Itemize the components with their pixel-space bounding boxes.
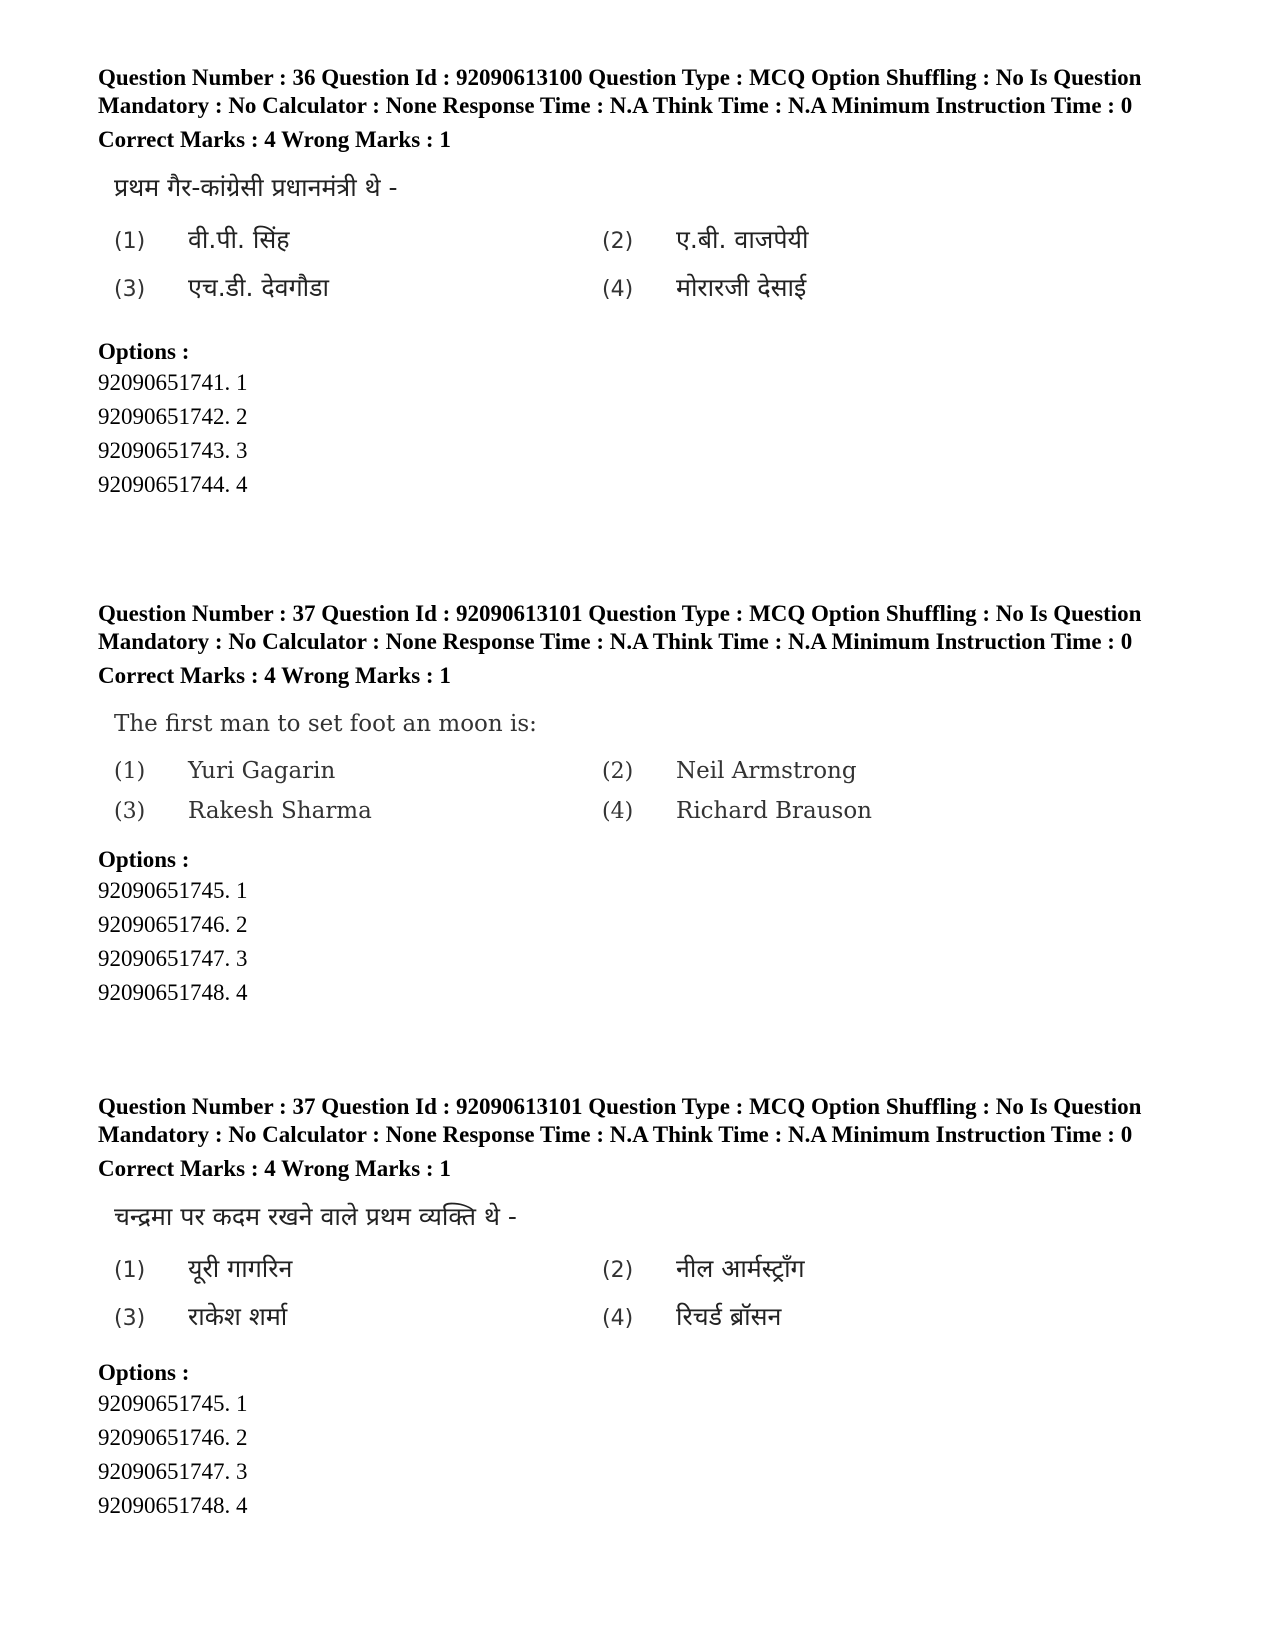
choice-number: (4) xyxy=(602,1306,634,1331)
choice-number: (1) xyxy=(114,1258,146,1283)
answer-choice xyxy=(114,1299,602,1333)
choice-text: वी.पी. सिंह xyxy=(188,225,290,254)
choice-text: मोरारजी देसाई xyxy=(676,273,807,302)
answer-choice xyxy=(602,798,1082,824)
option-id: 92090651743. 3 xyxy=(98,438,248,463)
choice-number: (3) xyxy=(114,799,146,824)
question-marks: Correct Marks : 4 Wrong Marks : 1 xyxy=(98,127,451,152)
question-header: Question Number : 37 Question Id : 92090613101 Question Type : MCQ Option Shuffling : No Is Question Mandatory : No Calculator : None Response Time : N.A Think Time : N.A Minimum Instruction Time : 0 xyxy=(98,601,1142,654)
choice-text: रिचर्ड ब्रॉसन xyxy=(676,1302,782,1331)
choice-text: एच.डी. देवगौडा xyxy=(188,273,329,302)
answer-choices xyxy=(114,758,1178,824)
answer-choice xyxy=(114,270,602,304)
question-marks: Correct Marks : 4 Wrong Marks : 1 xyxy=(98,663,451,688)
question-header: Question Number : 36 Question Id : 92090613100 Question Type : MCQ Option Shuffling : No Is Question Mandatory : No Calculator : None Response Time : N.A Think Time : N.A Minimum Instruction Time : 0 xyxy=(98,65,1142,118)
choice-number: (4) xyxy=(602,277,634,302)
answer-choice xyxy=(602,222,1082,256)
option-id: 92090651748. 4 xyxy=(98,980,248,1005)
choice-number: (4) xyxy=(602,799,634,824)
option-id: 92090651747. 3 xyxy=(98,946,248,971)
choice-text: Yuri Gagarin xyxy=(188,758,336,784)
answer-choice xyxy=(114,222,602,256)
question-stem: The first man to set foot an moon is: xyxy=(114,711,537,737)
options-label: Options : xyxy=(98,1360,190,1385)
answer-choice xyxy=(602,1299,1082,1333)
question-block-36 xyxy=(98,64,1178,502)
answer-choice xyxy=(602,1251,1082,1285)
option-id: 92090651741. 1 xyxy=(98,370,248,395)
option-id: 92090651745. 1 xyxy=(98,1391,248,1416)
options-label: Options : xyxy=(98,339,190,364)
choice-number: (1) xyxy=(114,229,146,254)
choice-number: (2) xyxy=(602,229,634,254)
options-list xyxy=(98,1359,1178,1523)
answer-choices xyxy=(114,1251,1178,1333)
choice-text: नील आर्मस्ट्रॉंग xyxy=(676,1254,805,1283)
choice-number: (1) xyxy=(114,759,146,784)
option-id: 92090651746. 2 xyxy=(98,912,248,937)
choice-number: (2) xyxy=(602,1258,634,1283)
choice-text: Neil Armstrong xyxy=(676,758,857,784)
question-stem: प्रथम गैर-कांग्रेसी प्रधानमंत्री थे - xyxy=(114,173,398,202)
choice-text: Richard Brauson xyxy=(676,798,872,824)
option-id: 92090651744. 4 xyxy=(98,472,248,497)
options-list xyxy=(98,846,1178,1010)
choice-text: राकेश शर्मा xyxy=(188,1302,288,1331)
answer-choices xyxy=(114,222,1178,304)
question-stem: चन्द्रमा पर कदम रखने वाले प्रथम व्यक्ति थे - xyxy=(114,1202,517,1231)
answer-choice xyxy=(602,758,1082,784)
choice-number: (3) xyxy=(114,277,146,302)
option-id: 92090651746. 2 xyxy=(98,1425,248,1450)
answer-choice xyxy=(114,1251,602,1285)
choice-number: (2) xyxy=(602,759,634,784)
options-list xyxy=(98,338,1178,502)
question-block-37-english xyxy=(98,600,1178,1010)
question-header: Question Number : 37 Question Id : 92090613101 Question Type : MCQ Option Shuffling : No Is Question Mandatory : No Calculator : None Response Time : N.A Think Time : N.A Minimum Instruction Time : 0 xyxy=(98,1094,1142,1147)
option-id: 92090651748. 4 xyxy=(98,1493,248,1518)
question-marks: Correct Marks : 4 Wrong Marks : 1 xyxy=(98,1156,451,1181)
choice-number: (3) xyxy=(114,1306,146,1331)
answer-choice xyxy=(602,270,1082,304)
option-id: 92090651747. 3 xyxy=(98,1459,248,1484)
choice-text: यूरी गागरिन xyxy=(188,1254,293,1283)
choice-text: Rakesh Sharma xyxy=(188,798,372,824)
answer-choice xyxy=(114,758,602,784)
choice-text: ए.बी. वाजपेयी xyxy=(676,225,809,254)
answer-choice xyxy=(114,798,602,824)
question-block-37-hindi xyxy=(98,1093,1178,1523)
option-id: 92090651745. 1 xyxy=(98,878,248,903)
option-id: 92090651742. 2 xyxy=(98,404,248,429)
options-label: Options : xyxy=(98,847,190,872)
